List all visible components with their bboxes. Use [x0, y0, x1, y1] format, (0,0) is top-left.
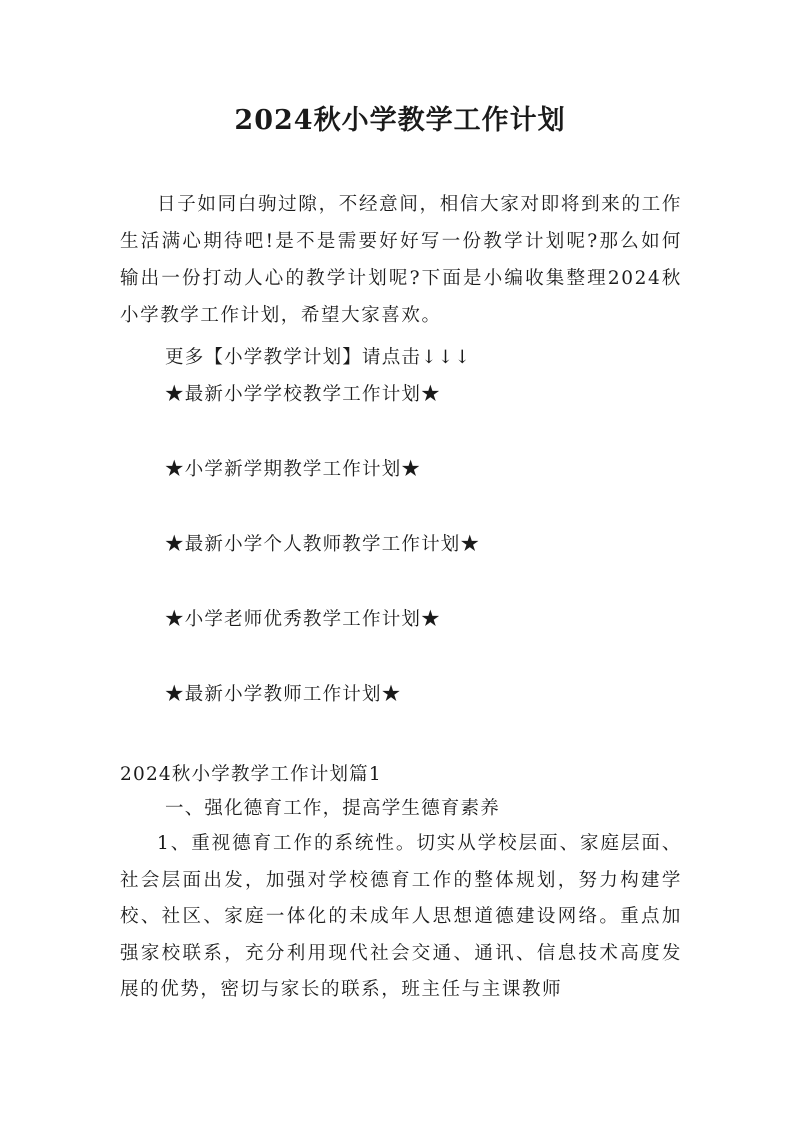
- related-link-1[interactable]: ★最新小学学校教学工作计划★: [165, 384, 441, 405]
- subsection-title: 一、强化德育工作，提高学生德育素养: [165, 798, 500, 819]
- related-link-2[interactable]: ★小学新学期教学工作计划★: [165, 459, 422, 480]
- related-link-4[interactable]: ★小学老师优秀教学工作计划★: [165, 609, 441, 630]
- body-paragraph: 1、重视德育工作的系统性。切实从学校层面、家庭层面、社会层面出发，加强对学校德育工作的整体规划，努力构建学校、社区、家庭一体化的未成年人思想道德建设网络。重点加强家校联系，充分利用现代社会交通、通讯、信息技术高度发展的优势，密切与家长的联系，班主任与主课教师: [120, 833, 682, 1000]
- page-title: 2024秋小学教学工作计划: [234, 105, 566, 136]
- intro-paragraph: 日子如同白驹过隙，不经意间，相信大家对即将到来的工作生活满心期待吧!是不是需要好好写一份教学计划呢?那么如何输出一份打动人心的教学计划呢?下面是小编收集整理2024秋小学教学工作计划，希望大家喜欢。: [120, 194, 682, 326]
- related-link-5[interactable]: ★最新小学教师工作计划★: [165, 684, 402, 705]
- more-link-prompt[interactable]: 更多【小学教学计划】请点击↓↓↓: [165, 347, 472, 368]
- section-title: 2024秋小学教学工作计划篇1: [120, 764, 382, 785]
- related-link-3[interactable]: ★最新小学个人教师教学工作计划★: [165, 534, 481, 555]
